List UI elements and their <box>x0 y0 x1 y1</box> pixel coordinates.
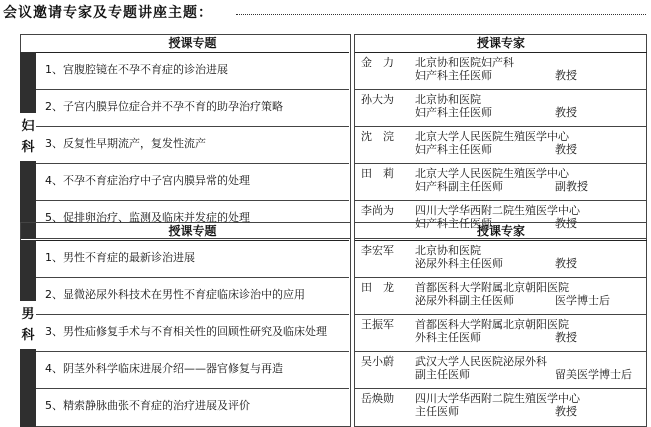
andrology-section <box>20 222 647 427</box>
row-divider <box>36 314 349 315</box>
table-header <box>20 34 647 52</box>
department-label-char: 男 <box>21 306 35 322</box>
expert-column-header: 授课专家 <box>355 222 647 241</box>
expert-affiliation: 北京协和医院 <box>415 93 481 106</box>
topic-column-header: 授课专题 <box>36 222 349 241</box>
department-label <box>20 301 36 349</box>
lecture-topic: 1、男性不育症的最新诊治进展 <box>45 251 195 264</box>
row-divider <box>355 314 647 315</box>
expert-title: 教授 <box>555 257 577 270</box>
row-divider <box>355 200 647 201</box>
expert-position: 副主任医师 <box>415 368 470 381</box>
expert-title: 留美医学博士后 <box>555 368 632 381</box>
expert-name: 孙大为 <box>361 93 394 106</box>
expert-position: 妇产科主任医师 <box>415 217 492 230</box>
expert-name: 沈 浣 <box>361 130 394 143</box>
expert-title: 教授 <box>555 405 577 418</box>
row-divider <box>36 89 349 90</box>
column-divider <box>354 222 355 427</box>
row-divider <box>36 388 349 389</box>
lecture-topic: 3、男性疝修复手术与不育相关性的回顾性研究及临床处理 <box>45 325 327 338</box>
column-divider <box>350 34 351 239</box>
lecture-topic: 5、促排卵治疗、监测及临床并发症的处理 <box>45 211 250 224</box>
expert-affiliation: 四川大学华西附二院生殖医学中心 <box>415 204 580 217</box>
department-label-char: 科 <box>21 327 35 343</box>
expert-position: 主任医师 <box>415 405 459 418</box>
expert-position: 妇产科副主任医师 <box>415 180 503 193</box>
expert-name: 王振军 <box>361 318 394 331</box>
expert-position: 妇产科主任医师 <box>415 106 492 119</box>
expert-affiliation: 北京大学人民医院生殖医学中心 <box>415 130 569 143</box>
expert-title: 医学博士后 <box>555 294 610 307</box>
department-label-char: 妇 <box>21 118 35 134</box>
department-sidebar <box>20 240 36 427</box>
row-divider <box>355 351 647 352</box>
expert-title: 副教授 <box>555 180 588 193</box>
row-divider <box>36 200 349 201</box>
lecture-topic: 2、显微泌尿外科技术在男性不育症临床诊治中的应用 <box>45 288 305 301</box>
expert-title: 教授 <box>555 69 577 82</box>
expert-position: 妇产科主任医师 <box>415 69 492 82</box>
column-divider <box>350 222 351 427</box>
expert-column-header: 授课专家 <box>355 34 647 53</box>
lecture-topic: 3、反复性早期流产，复发性流产 <box>45 137 206 150</box>
expert-title: 教授 <box>555 217 577 230</box>
expert-title: 教授 <box>555 331 577 344</box>
expert-affiliation: 首都医科大学附属北京朝阳医院 <box>415 281 569 294</box>
lecture-topic: 1、宫腹腔镜在不孕不育症的诊治进展 <box>45 63 228 76</box>
expert-title: 教授 <box>555 143 577 156</box>
expert-name: 田 莉 <box>361 167 394 180</box>
expert-name: 岳焕勋 <box>361 392 394 405</box>
row-divider <box>355 163 647 164</box>
expert-affiliation: 北京协和医院 <box>415 244 481 257</box>
row-divider <box>355 126 647 127</box>
row-divider <box>355 388 647 389</box>
expert-affiliation: 武汉大学人民医院泌尿外科 <box>415 355 547 368</box>
table-header <box>20 222 647 240</box>
row-divider <box>355 89 647 90</box>
expert-name: 田 龙 <box>361 281 394 294</box>
row-divider <box>36 163 349 164</box>
page-heading: 会议邀请专家及专题讲座主题： <box>3 5 213 21</box>
topic-column-header: 授课专题 <box>36 34 349 53</box>
expert-affiliation: 四川大学华西附二院生殖医学中心 <box>415 392 580 405</box>
department-label-char: 科 <box>21 139 35 155</box>
column-divider <box>354 34 355 239</box>
gynecology-section <box>20 34 647 239</box>
expert-affiliation: 首都医科大学附属北京朝阳医院 <box>415 318 569 331</box>
expert-position: 泌尿外科主任医师 <box>415 257 503 270</box>
expert-affiliation: 北京协和医院妇产科 <box>415 56 514 69</box>
row-divider <box>355 277 647 278</box>
department-sidebar <box>20 52 36 239</box>
expert-position: 泌尿外科副主任医师 <box>415 294 514 307</box>
expert-title: 教授 <box>555 106 577 119</box>
expert-name: 李尚为 <box>361 204 394 217</box>
expert-name: 李宏军 <box>361 244 394 257</box>
row-divider <box>36 351 349 352</box>
expert-position: 外科主任医师 <box>415 331 481 344</box>
department-label <box>20 113 36 161</box>
expert-position: 妇产科主任医师 <box>415 143 492 156</box>
heading-dotted-rule <box>236 14 646 15</box>
expert-affiliation: 北京大学人民医院生殖医学中心 <box>415 167 569 180</box>
expert-name: 吴小蔚 <box>361 355 394 368</box>
row-divider <box>36 126 349 127</box>
lecture-topic: 4、不孕不育症治疗中子宫内膜异常的处理 <box>45 174 250 187</box>
row-divider <box>36 277 349 278</box>
lecture-topic: 5、精索静脉曲张不育症的治疗进展及评价 <box>45 399 250 412</box>
lecture-topic: 2、子宫内膜异位症合并不孕不育的助孕治疗策略 <box>45 100 283 113</box>
expert-name: 金 力 <box>361 56 394 69</box>
lecture-topic: 4、阴茎外科学临床进展介绍——器官修复与再造 <box>45 362 283 375</box>
